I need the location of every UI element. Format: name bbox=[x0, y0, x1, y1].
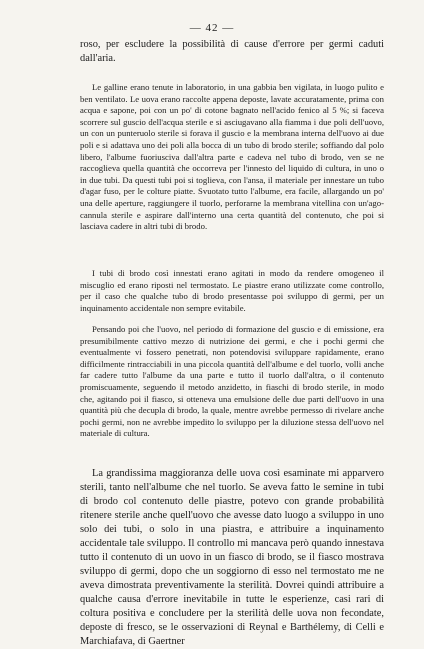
page-number: — 42 — bbox=[189, 22, 235, 34]
paragraph-shell-formation bbox=[80, 324, 384, 440]
paragraph-text: Pensando poi che l'uovo, nel periodo di formazione del guscio e di emissione, era presumibilmente cattivo mezzo di nutrizione dei germi, e che i pochi germi che eventualmente vi fossero penetrati, non potendovisi sviluppare rapidamente, erano difficilmente rintracciabili in una piccola quantità dell'albume e del tuorlo, volli anche far cadere tutto l'albume da una parte e tutto il tuorlo dall'altra, o il contenuto promiscuamente, seguendo il metodo anzidetto, in fiaschi di brodo sterile, in modo che, agitando poi il fiasco, si otteneva una emulsione delle due parti dell'uovo in una quantità più che decupla di brodo, la quale, mentre avrebbe permesso di rivelare anche pochi germi, non ne avrebbe impedito lo sviluppo per la diluzione stessa dell'uovo nel materiale di cultura. bbox=[80, 324, 384, 439]
paragraph-text: roso, per escludere la possibilità di cause d'errore per germi caduti dall'aria. bbox=[80, 39, 384, 64]
paragraph-text: La grandissima maggioranza delle uova così esaminate mi apparvero sterili, tanto nell'albume che nel tuorlo. Se aveva fatto le semine in tubi di brodo col contenuto delle piastre, potevo con grande probabilità ritenere sterile anche quell'uovo che avesse dato luogo a sviluppo in uno solo dei tubi, o solo in una piastra, e attribuire a inquinamento accidentale tale sviluppo. Il controllo mi mancava però quando innestava tutto il contenuto di un uovo in un fiasco di brodo, se il fiasco mostrava sviluppo di germi, dopo che un soggiorno di esso nel termostato me ne aveva dimostrata preventivamente la sterilità. Dovrei quindi attribuire a qualche causa d'errore inevitabile in tutte le esperienze, casi rari di coltura positiva e concludere per la sterilità delle uova non fecondate, deposte di fresco, se le osservazioni di Reynal e Barthélemy, di Celli e Marchiafava, di Gaertner bbox=[80, 468, 384, 647]
paragraph-method-hens bbox=[80, 82, 384, 233]
paragraph-results bbox=[80, 467, 384, 649]
paragraph-intro-continuation bbox=[80, 38, 384, 65]
paragraph-text: Le galline erano tenute in laboratorio, in una gabbia ben vigilata, in luogo pulito e ben ventilato. Le uova erano raccolte appena deposte, lavate accuratamente, prima con acqua e sapone, poi con un po' di cotone bagnato nell'acido fenico al 5 %; si faceva scorrere sul guscio dell'acqua sterile e si asciugavano alla fiamma i due poli dell'uovo, un con un punteruolo sterile si forava il guscio e la membrana interna dell'uovo ai due poli e si adattava uno dei poli alla bocca di un tubo di brodo sterile; soffiando dal polo libero, l'albume fuoriusciva dall'altra parte e cadeva nel tubo di brodo, ven se ne raccoglieva quella quantità che occorreva per l'innesto del liquido di cultura, in uno o in due tubi. Da questi tubi poi si toglieva, con l'ansa, il materiale per innestare un tubo d'agar fuso, per le colture piatte. Svuotato tutto l'albume, era facile, allargando un po' una delle aperture, raggiungere il tuorlo, perforarne la membrana vitellina con un'ago-cannula sterile e aspirare dall'interno una certa quantità del contenuto, che poi si lasciava cadere in altri tubi di brodo. bbox=[80, 82, 384, 232]
paragraph-text: I tubi di brodo così innestati erano agitati in modo da rendere omogeneo il miscuglio ed erano riposti nel termostato. Le piastre erano utilizzate come controllo, per il caso che qualche tubo di brodo presentasse poi sviluppo di germi, per un inquinamento accidentale non sempre evitabile. bbox=[80, 268, 384, 313]
paragraph-broth-tubes bbox=[80, 268, 384, 314]
